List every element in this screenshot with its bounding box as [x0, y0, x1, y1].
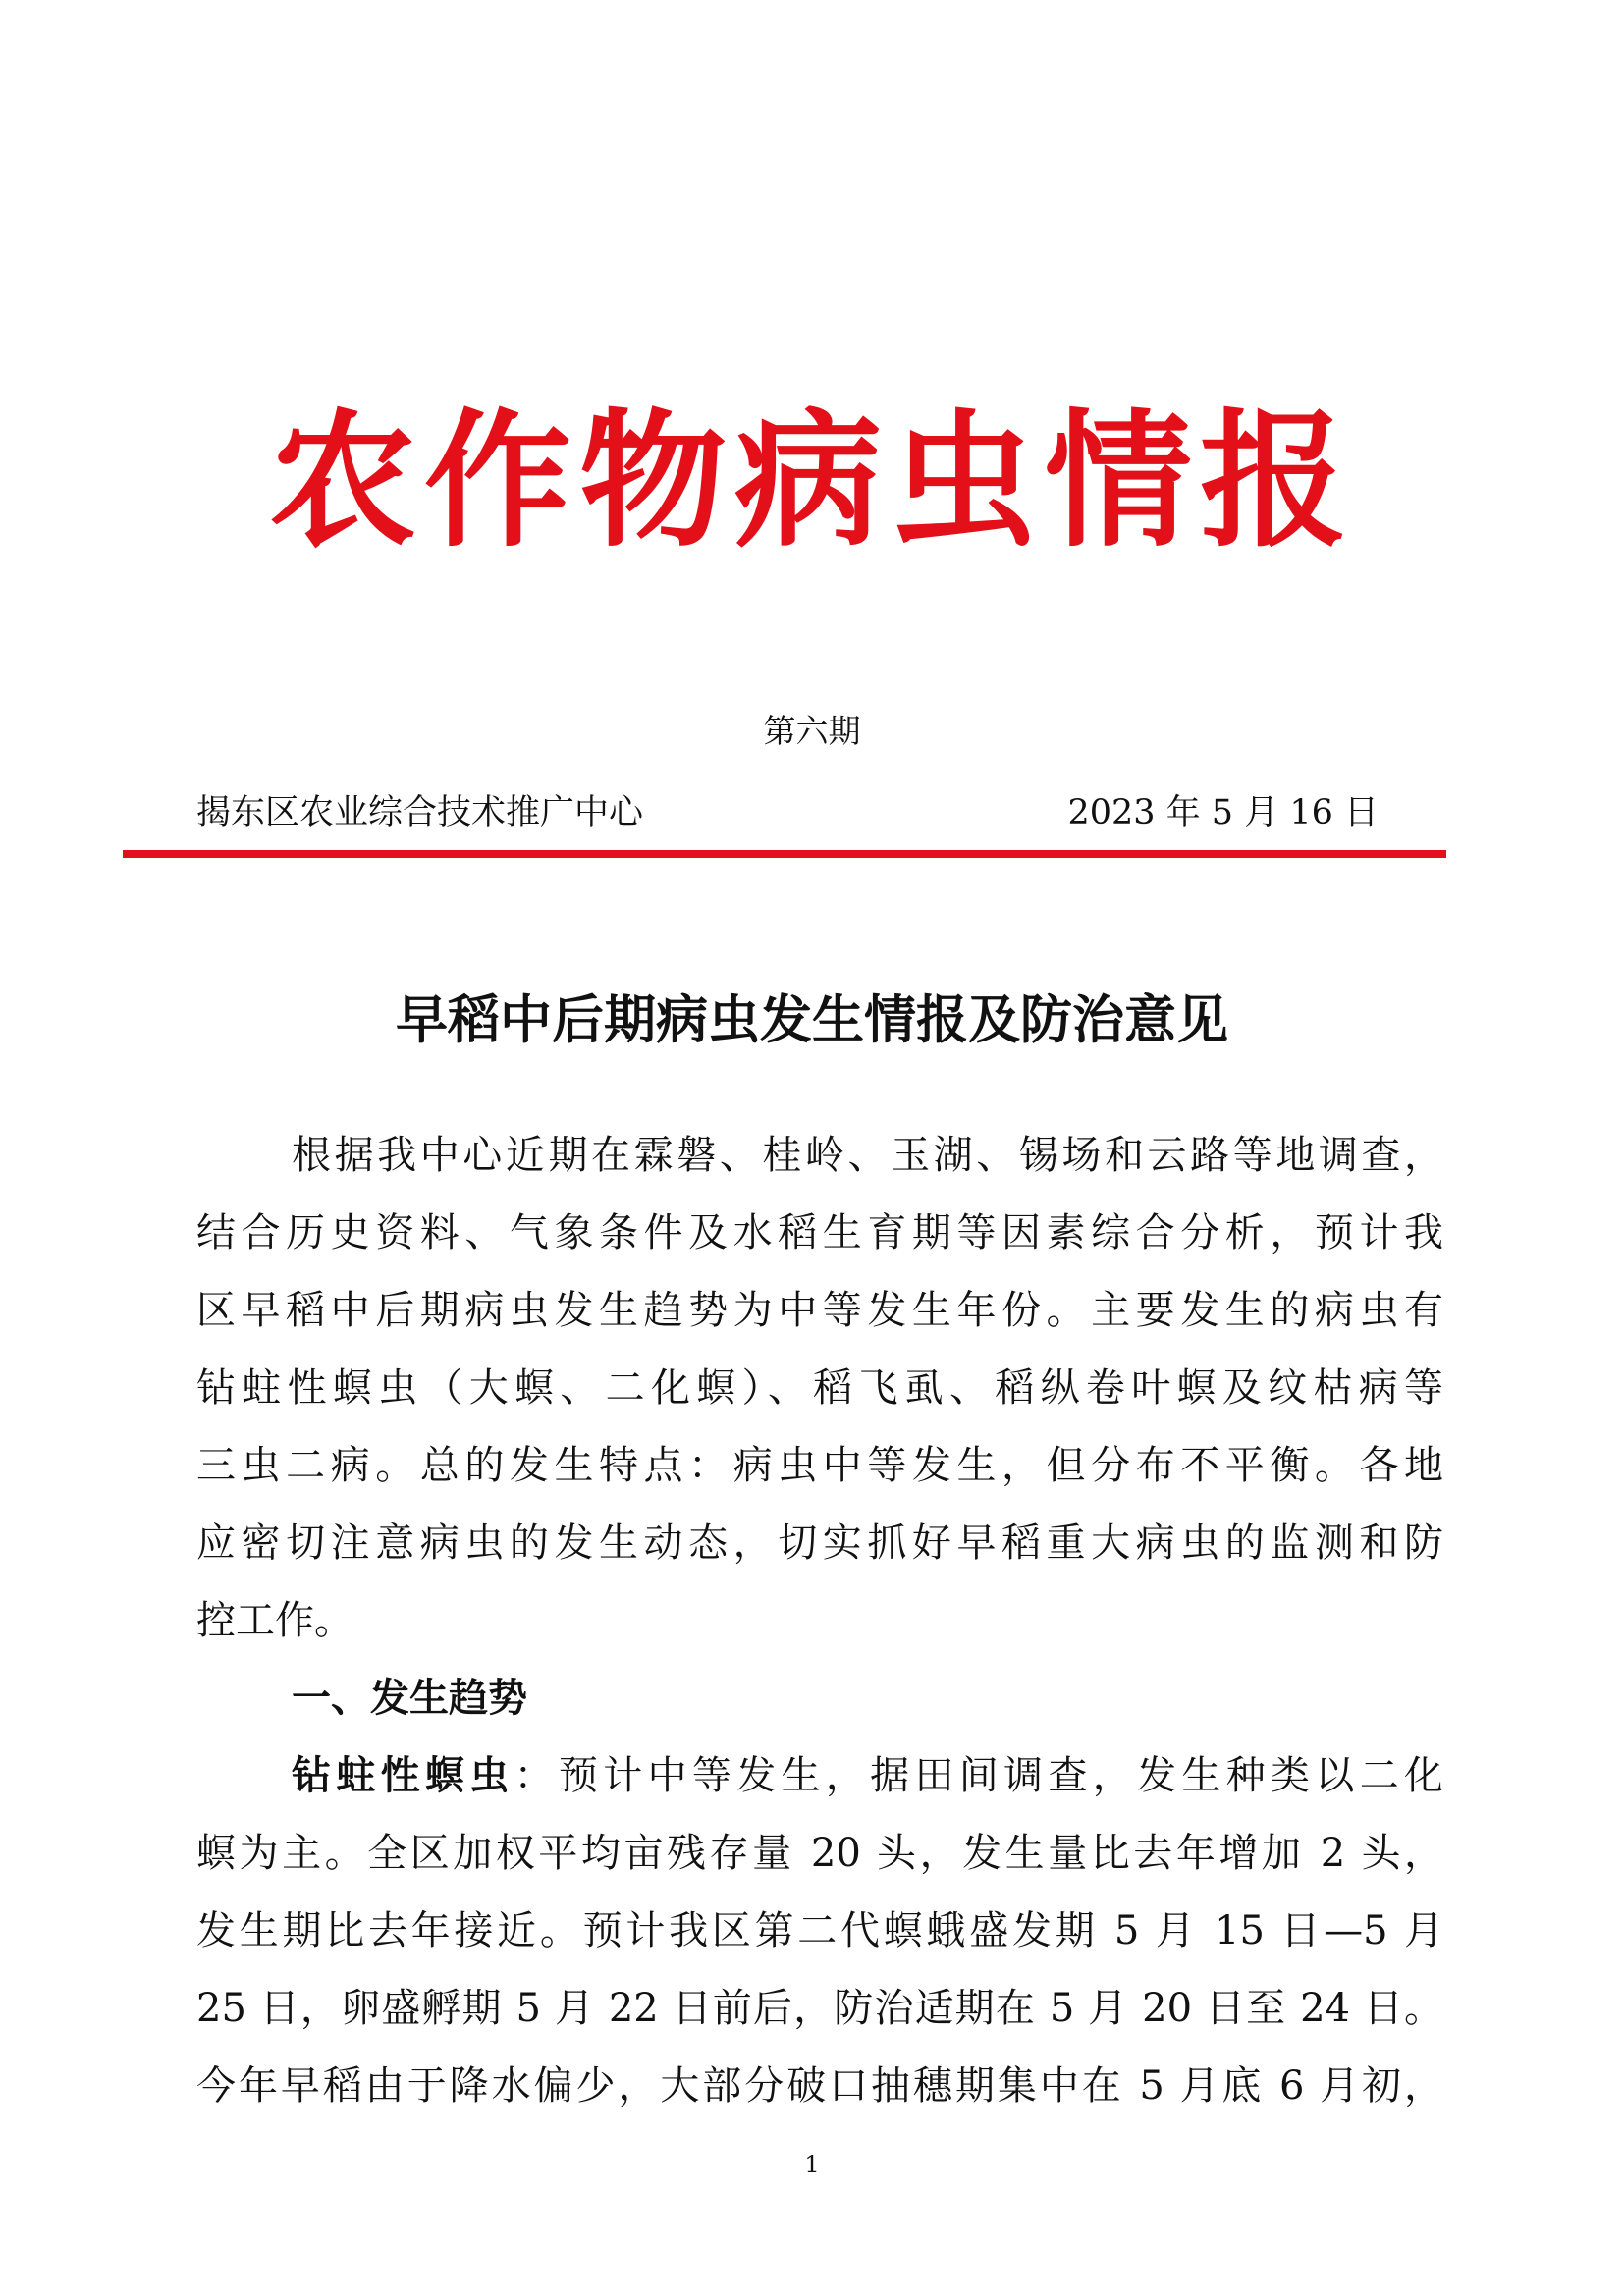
- header-divider: [123, 850, 1446, 858]
- document-title: 早稻中后期病虫发生情报及防治意见: [396, 990, 1228, 1050]
- document-body: [196, 1117, 1443, 2125]
- borer-line: 25 日，卵盛孵期 5 月 22 日前后，防治适期在 5 月 20 日至 24 日。: [196, 1986, 1443, 2031]
- masthead-title: 农作物病虫情报: [268, 395, 1355, 567]
- intro-line: 控工作。: [196, 1598, 353, 1643]
- borer-line: 发生期比去年接近。预计我区第二代螟蛾盛发期 5 月 15 日—5 月: [196, 1908, 1443, 1953]
- intro-line: 根据我中心近期在霖磐、桂岭、玉湖、锡场和云路等地调查，: [292, 1133, 1443, 1178]
- issue-number: 第六期: [763, 712, 861, 750]
- section-heading: 一、发生趋势: [292, 1676, 527, 1721]
- issue-date: 2023 年 5 月 16 日: [1067, 793, 1379, 832]
- issuing-organization: 揭东区农业综合技术推广中心: [196, 793, 644, 832]
- intro-line: 三虫二病。总的发生特点：病虫中等发生，但分布不平衡。各地: [196, 1443, 1443, 1488]
- intro-line: 区早稻中后期病虫发生趋势为中等发生年份。主要发生的病虫有: [196, 1288, 1443, 1333]
- borer-paragraph-first-line: [196, 1737, 1443, 1815]
- borer-first-line-text: ：预计中等发生，据田间调查，发生种类以二化: [514, 1753, 1444, 1798]
- intro-line: 钻蛀性螟虫（大螟、二化螟）、稻飞虱、稻纵卷叶螟及纹枯病等: [196, 1365, 1443, 1411]
- page-number: 1: [804, 2151, 820, 2178]
- borer-line: 今年早稻由于降水偏少，大部分破口抽穗期集中在 5 月底 6 月初，: [196, 2063, 1443, 2109]
- borer-line: 螟为主。全区加权平均亩残存量 20 头，发生量比去年增加 2 头，: [196, 1831, 1443, 1876]
- borer-term: 钻蛀性螟虫: [292, 1753, 514, 1798]
- intro-line: 应密切注意病虫的发生动态，切实抓好早稻重大病虫的监测和防: [196, 1521, 1443, 1566]
- intro-line: 结合历史资料、气象条件及水稻生育期等因素综合分析，预计我: [196, 1210, 1443, 1255]
